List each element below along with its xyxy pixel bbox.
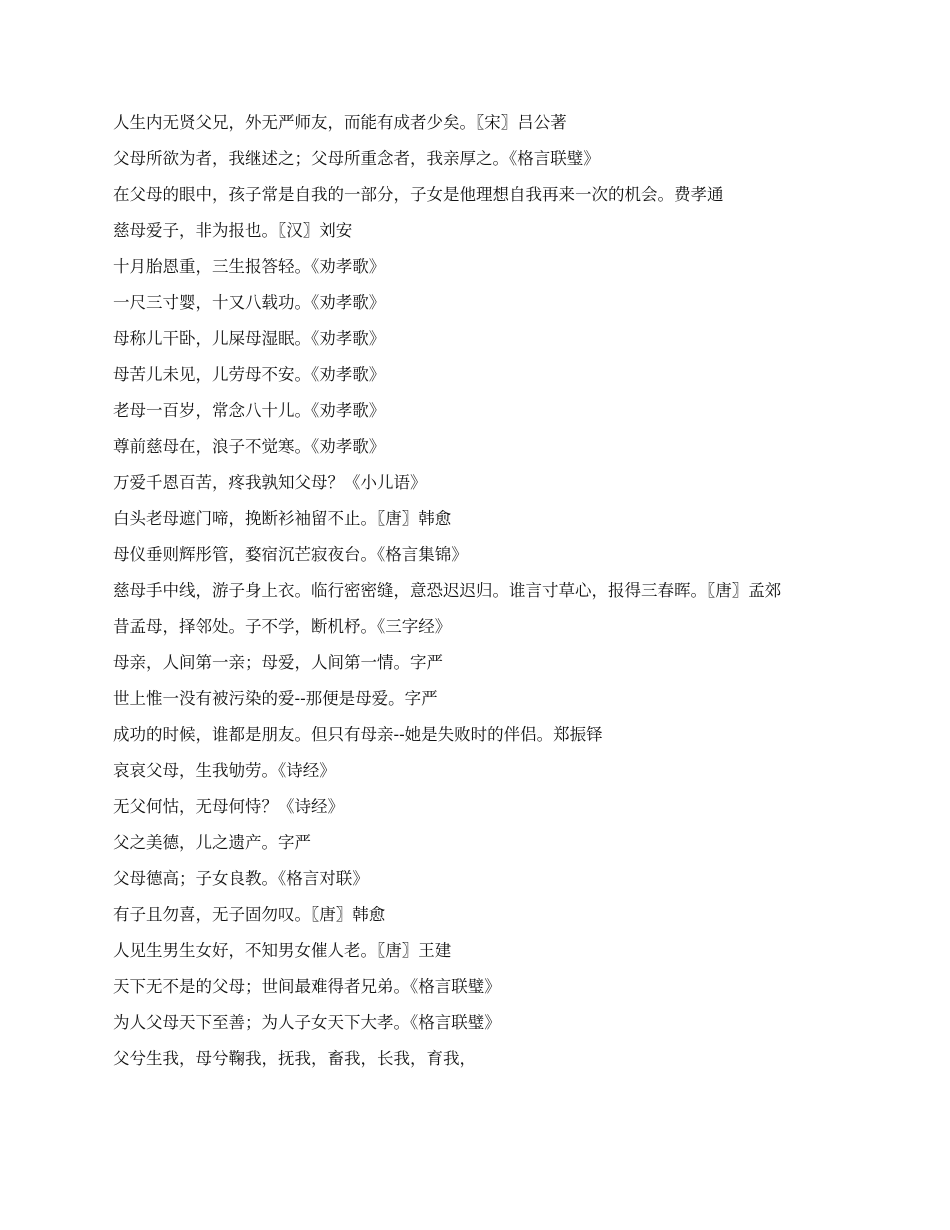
quote-line: 哀哀父母，生我劬劳。《诗经》 (113, 761, 336, 780)
quote-line: 有子且勿喜，无子固勿叹。〖唐〗韩愈 (113, 905, 386, 924)
quote-line: 天下无不是的父母；世间最难得者兄弟。《格言联璧》 (113, 977, 501, 996)
quote-line: 母称儿干卧，儿屎母湿眠。《劝孝歌》 (113, 329, 386, 348)
quote-line: 在父母的眼中，孩子常是自我的一部分，子女是他理想自我再来一次的机会。费孝通 (113, 185, 724, 204)
quote-line: 父母德高；子女良教。《格言对联》 (113, 869, 369, 888)
quote-line: 十月胎恩重，三生报答轻。《劝孝歌》 (113, 257, 386, 276)
quote-line: 尊前慈母在，浪子不觉寒。《劝孝歌》 (113, 437, 386, 456)
quote-line: 白头老母遮门啼，挽断衫袖留不止。〖唐〗韩愈 (113, 509, 452, 528)
quote-line: 父之美德，儿之遗产。字严 (113, 833, 311, 852)
quote-line: 慈母爱子，非为报也。〖汉〗刘安 (113, 221, 353, 240)
quote-line: 父兮生我，母兮鞠我，抚我，畜我，长我，育我， (113, 1049, 476, 1068)
quote-line: 母仪垂则辉彤管，婺宿沉芒寂夜台。《格言集锦》 (113, 545, 468, 564)
quote-line: 慈母手中线，游子身上衣。临行密密缝，意恐迟迟归。谁言寸草心，报得三春晖。〖唐〗孟郊 (113, 581, 782, 600)
quote-list (113, 112, 843, 1084)
quote-line: 为人父母天下至善；为人子女天下大孝。《格言联璧》 (113, 1013, 501, 1032)
quote-line: 人生内无贤父兄，外无严师友，而能有成者少矣。〖宋〗吕公著 (113, 113, 567, 132)
quote-line: 老母一百岁，常念八十儿。《劝孝歌》 (113, 401, 386, 420)
quote-line: 父母所欲为者，我继述之；父母所重念者，我亲厚之。《格言联璧》 (113, 149, 600, 168)
quote-line: 世上惟一没有被污染的爱--那便是母爱。字严 (113, 689, 438, 708)
quote-line: 人见生男生女好，不知男女催人老。〖唐〗王建 (113, 941, 452, 960)
quote-line: 无父何怙，无母何恃？《诗经》 (113, 797, 344, 816)
quote-line: 一尺三寸婴，十又八载功。《劝孝歌》 (113, 293, 386, 312)
quote-line: 万爱千恩百苦，疼我孰知父母？《小儿语》 (113, 473, 427, 492)
quote-line: 母亲，人间第一亲；母爱，人间第一情。字严 (113, 653, 443, 672)
quote-line: 母苦儿未见，儿劳母不安。《劝孝歌》 (113, 365, 386, 384)
quote-line: 成功的时候，谁都是朋友。但只有母亲--她是失败时的伴侣。郑振铎 (113, 725, 603, 744)
quote-line: 昔孟母，择邻处。子不学，断机杼。《三字经》 (113, 617, 452, 636)
